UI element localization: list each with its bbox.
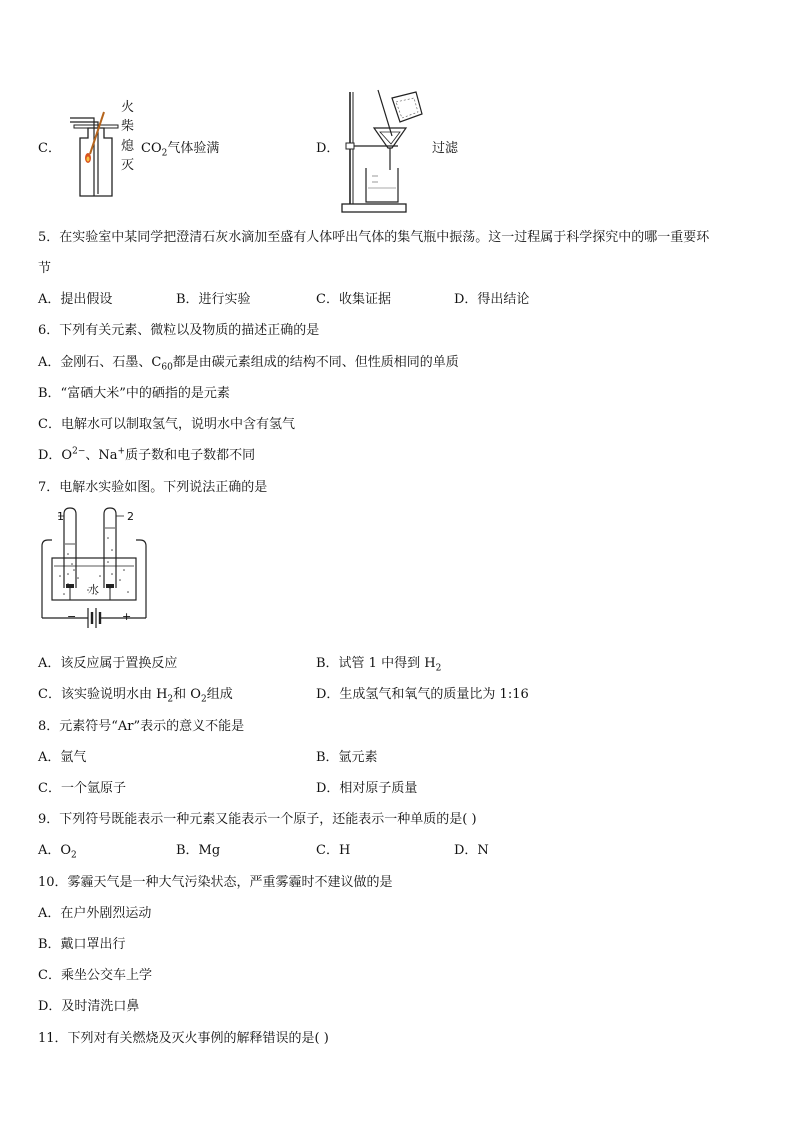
- q10-stem: 10．雾霾天气是一种大气污染状态，严重雾霾时不建议做的是: [38, 875, 393, 890]
- q7-option-b: B．试管 1 中得到 $H_2$: [316, 656, 442, 674]
- q8-option-c: C．一个氩原子: [38, 781, 126, 796]
- q10-option-b: B．戴口罩出行: [38, 937, 126, 952]
- q5-option-b: B．进行实验: [176, 292, 251, 307]
- q9-option-b: B．Mg: [176, 843, 221, 858]
- option-d-letter: D．: [316, 141, 340, 156]
- q10-option-c: C．乘坐公交车上学: [38, 968, 152, 983]
- q6-option-b: B．“富硒大米”中的硒指的是元素: [38, 386, 230, 401]
- q9-option-d: D．N: [454, 843, 489, 858]
- electrolysis-water-label: 水: [88, 583, 99, 596]
- electrolysis-label-2: 2: [127, 510, 134, 523]
- q10-option-a: A．在户外剧烈运动: [38, 906, 152, 921]
- q6-stem: 6．下列有关元素、微粒以及物质的描述正确的是: [38, 323, 320, 338]
- q7-option-d: D．生成氢气和氧气的质量比为 1:16: [316, 687, 529, 702]
- q7-option-c: C．该实验说明水由 $H_2$和 $O_2$组成: [38, 687, 233, 705]
- q5-option-d: D．得出结论: [454, 292, 530, 307]
- q5-option-a: A．提出假设: [38, 292, 113, 307]
- option-d-caption: 过滤: [432, 141, 459, 156]
- electrolysis-minus-label: −: [67, 610, 77, 623]
- q5-stem-line1: 5．在实验室中某同学把澄清石灰水滴加至盛有人体呼出气体的集气瓶中振荡。这一过程属于科学探究中的哪一重要环: [38, 230, 710, 245]
- q6-option-c: C．电解水可以制取氢气，说明水中含有氢气: [38, 417, 295, 432]
- option-c-letter: C．: [38, 141, 61, 156]
- option-c-caption: $CO_2$气体验满: [141, 141, 220, 159]
- q8-option-a: A．氩气: [38, 750, 87, 765]
- q8-option-d: D．相对原子质量: [316, 781, 418, 796]
- q5-option-c: C．收集证据: [316, 292, 391, 307]
- q6-option-d: D．$O^{2-}$、Na+质子数和电子数都不同: [38, 446, 256, 463]
- q9-option-c: C．H: [316, 843, 351, 858]
- electrolysis-plus-label: +: [122, 610, 132, 623]
- filtration-figure: [336, 88, 428, 214]
- match-label-4: 灭: [121, 158, 135, 173]
- q7-option-a: A．该反应属于置换反应: [38, 656, 178, 671]
- match-label-2: 柴: [121, 119, 135, 134]
- q6-option-a: A．金刚石、石墨、$C_{60}$都是由碳元素组成的结构不同、但性质相同的单质: [38, 355, 459, 373]
- q11-stem: 11．下列对有关燃烧及灭火事例的解释错误的是( ): [38, 1031, 329, 1046]
- q7-stem: 7．电解水实验如图。下列说法正确的是: [38, 480, 268, 495]
- q9-option-a: A．$O_2$: [38, 843, 77, 861]
- match-label-3: 熄: [121, 139, 135, 154]
- match-label-1: 火: [121, 100, 135, 115]
- co2-full-test-figure: [66, 108, 126, 200]
- q9-stem: 9．下列符号既能表示一种元素又能表示一个原子，还能表示一种单质的是( ): [38, 812, 477, 827]
- electrolysis-label-1: 1: [57, 510, 64, 523]
- q10-option-d: D．及时清洗口鼻: [38, 999, 140, 1014]
- q8-stem: 8．元素符号“Ar”表示的意义不能是: [38, 719, 245, 734]
- q5-stem-line2: 节: [38, 261, 52, 276]
- q8-option-b: B．氩元素: [316, 750, 378, 765]
